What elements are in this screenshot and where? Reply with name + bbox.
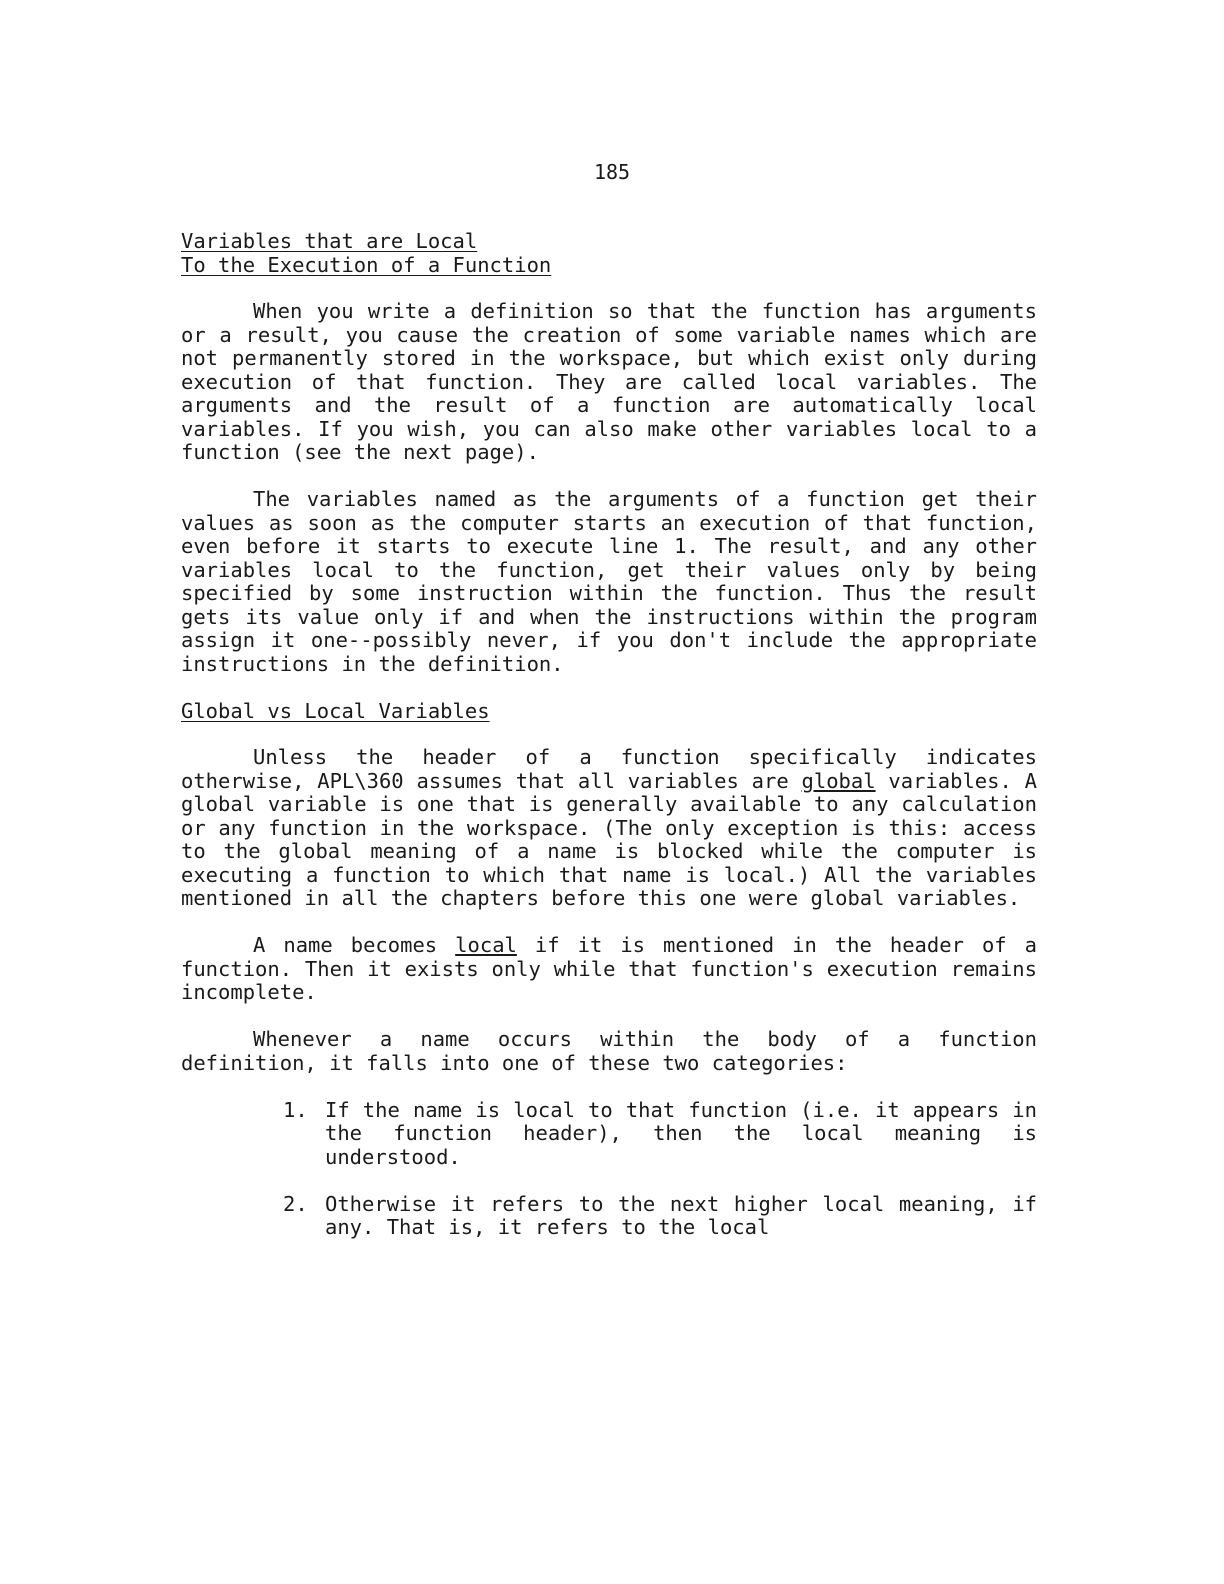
page-content	[181, 230, 1037, 1263]
emphasis-local: local	[455, 933, 517, 957]
page-number: 185	[593, 160, 631, 184]
list-item	[283, 1193, 1037, 1240]
paragraph-name-categories: Whenever a name occurs within the body of a function definition, it falls into one of these two categories:	[181, 1027, 1037, 1075]
list-item-number: 2.	[283, 1191, 308, 1216]
heading-line-2: To the Execution of a Function	[181, 252, 552, 277]
list-item-text: Otherwise it refers to the next higher local meaning, if any. That is, it refers to the local	[325, 1191, 1037, 1239]
list-item	[283, 1099, 1037, 1170]
paragraph-local-variables-intro: When you write a definition so that the function has arguments or a result, you cause the creation of some variable names which are not permanently stored in the workspace, but which exist only during execution of that function. They are called local variables. The arguments and the result of a function are automatically local variables. If you wish, you can also make other variables local to a function (see the next page).	[181, 299, 1037, 464]
section-heading	[181, 230, 551, 277]
heading-line-1: Global vs Local Variables	[181, 698, 490, 723]
list-item-text: If the name is local to that function (i.e. it appears in the function header), then the local meaning is understood.	[325, 1097, 1037, 1169]
paragraph-local-name	[181, 934, 1037, 1005]
section-heading-local-variables	[181, 230, 1037, 277]
section-heading-global-vs-local	[181, 700, 1037, 724]
heading-line-1: Variables that are Local	[181, 229, 478, 253]
text-span: variables. A global variable is one that is generally available to any calculation or any function in the workspace. (The only exception is this: access to the global meaning of a name is blocked while the computer is executing a function to which that name is local.) All the variables mentioned in all the chapters before this one were global variables.	[181, 768, 1037, 910]
text-span: A name becomes	[253, 933, 456, 957]
text-span: Unless the header of a function specifically indicates otherwise, APL\360 assumes that all variables are	[181, 745, 1037, 793]
paragraph-global-variables	[181, 746, 1037, 911]
list-item-number: 1.	[283, 1097, 308, 1122]
text-span: if it is mentioned in the header of a function. Then it exists only while that function's execution remains incomplete.	[181, 933, 1037, 1004]
emphasis-global: global	[801, 768, 876, 793]
section-heading	[181, 700, 490, 724]
category-list	[181, 1099, 1037, 1240]
paragraph-argument-values: The variables named as the arguments of a function get their values as soon as the computer starts an execution of that function, even before it starts to execute line 1. The result, and any other variables local to the function, get their values only by being specified by some instruction within the function. Thus the result gets its value only if and when the instructions within the program assign it one--possibly never, if you don't include the appropriate instructions in the definition.	[181, 487, 1037, 676]
